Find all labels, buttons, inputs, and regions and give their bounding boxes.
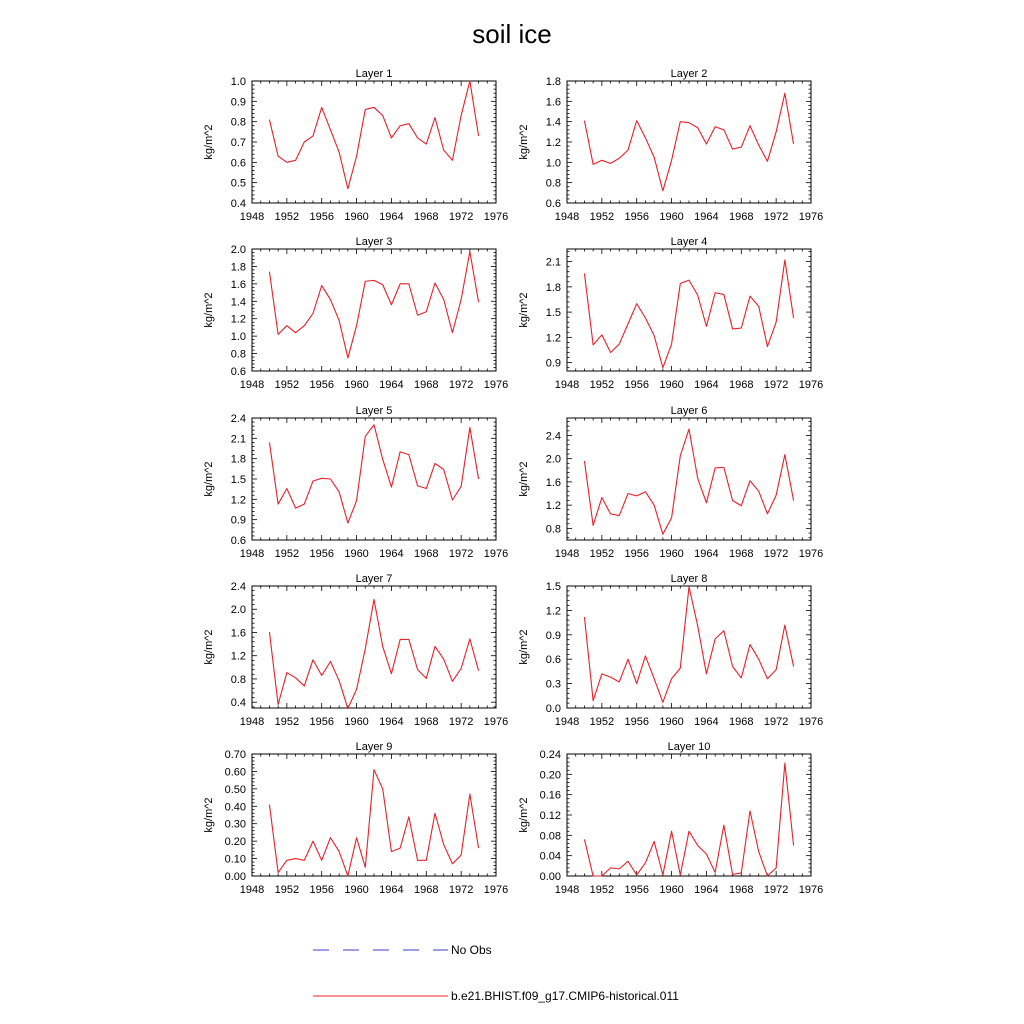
y-tick-label: 0.6 — [545, 198, 561, 210]
x-tick-label: 1972 — [448, 379, 474, 391]
x-tick-label: 1948 — [239, 211, 265, 223]
x-tick-label: 1952 — [274, 379, 300, 391]
panel-layer-1 — [203, 68, 508, 223]
y-tick-label: 1.8 — [230, 261, 246, 274]
x-tick-label: 1952 — [274, 548, 300, 560]
y-tick-label: 0.9 — [230, 514, 246, 527]
y-tick-label: 2.1 — [545, 256, 561, 269]
panel-layer-6 — [518, 405, 823, 560]
series-line — [584, 93, 793, 191]
x-tick-label: 1976 — [483, 379, 509, 391]
x-tick-label: 1960 — [344, 884, 369, 896]
y-tick-label: 0.20 — [224, 836, 246, 849]
y-tick-label: 2.0 — [230, 244, 246, 256]
panel-layer-10 — [518, 741, 823, 896]
y-tick-label: 1.0 — [230, 76, 246, 88]
x-tick-label: 1968 — [729, 548, 754, 560]
y-axis-label: kg/m^2 — [203, 124, 215, 160]
y-tick-label: 1.2 — [545, 605, 561, 618]
y-tick-label: 0.04 — [539, 850, 561, 863]
y-tick-label: 0.6 — [230, 366, 246, 378]
x-tick-label: 1960 — [659, 884, 684, 896]
panel-title: Layer 9 — [355, 741, 393, 753]
y-tick-label: 0.9 — [545, 357, 561, 370]
x-tick-label: 1948 — [554, 716, 580, 728]
x-tick-label: 1964 — [379, 379, 404, 391]
y-tick-label: 1.6 — [230, 627, 246, 640]
x-tick-label: 1948 — [554, 379, 580, 391]
plot-frame — [567, 418, 811, 540]
x-tick-label: 1964 — [694, 716, 719, 728]
y-tick-label: 1.5 — [230, 474, 246, 486]
y-tick-label: 1.2 — [545, 137, 561, 149]
panel-layer-5 — [203, 405, 508, 560]
x-tick-label: 1960 — [659, 716, 684, 728]
y-axis-label: kg/m^2 — [518, 461, 530, 497]
legend-label-no-obs: No Obs — [451, 943, 492, 957]
y-tick-label: 0.00 — [539, 871, 561, 883]
x-tick-label: 1948 — [239, 548, 265, 560]
x-tick-label: 1976 — [483, 211, 509, 223]
y-tick-label: 0.6 — [230, 157, 246, 170]
panel-title: Layer 5 — [355, 405, 393, 417]
panel-title: Layer 8 — [670, 573, 708, 585]
series-line — [269, 252, 478, 358]
legend — [313, 943, 679, 1003]
x-tick-label: 1956 — [624, 379, 649, 391]
y-tick-label: 0.8 — [230, 673, 246, 686]
y-tick-label: 1.6 — [545, 476, 561, 489]
y-tick-label: 0.30 — [224, 818, 246, 831]
x-tick-label: 1956 — [624, 548, 649, 560]
x-tick-label: 1976 — [798, 379, 824, 391]
x-tick-label: 1960 — [659, 211, 684, 223]
y-tick-label: 0.12 — [539, 810, 561, 822]
y-tick-label: 1.2 — [230, 313, 246, 326]
y-tick-label: 0.50 — [224, 783, 246, 796]
series-line — [584, 260, 793, 368]
x-tick-label: 1948 — [239, 884, 265, 896]
x-tick-label: 1952 — [589, 211, 615, 223]
y-axis-label: kg/m^2 — [203, 292, 215, 328]
x-tick-label: 1968 — [414, 884, 439, 896]
plot-frame — [252, 586, 496, 708]
x-tick-label: 1964 — [694, 379, 719, 391]
x-tick-label: 1948 — [239, 379, 265, 391]
y-axis-label: kg/m^2 — [203, 461, 215, 497]
x-tick-label: 1972 — [448, 884, 474, 896]
y-tick-label: 0.10 — [224, 853, 246, 866]
panel-layer-3 — [203, 236, 508, 391]
panel-title: Layer 10 — [667, 741, 711, 753]
y-tick-label: 0.3 — [545, 678, 561, 691]
y-tick-label: 0.0 — [545, 703, 561, 715]
x-tick-label: 1948 — [554, 211, 580, 223]
y-tick-label: 0.00 — [224, 871, 246, 883]
y-tick-label: 2.4 — [545, 430, 561, 443]
x-tick-label: 1956 — [309, 716, 334, 728]
x-tick-label: 1964 — [379, 884, 404, 896]
y-tick-label: 1.4 — [545, 116, 561, 129]
x-tick-label: 1968 — [729, 884, 754, 896]
y-tick-label: 0.8 — [545, 177, 561, 190]
x-tick-label: 1968 — [414, 379, 439, 391]
y-tick-label: 1.0 — [230, 331, 246, 344]
x-tick-label: 1952 — [589, 716, 615, 728]
y-tick-label: 0.7 — [230, 137, 246, 149]
y-tick-label: 1.8 — [545, 76, 561, 88]
y-tick-label: 2.4 — [230, 581, 246, 593]
series-line — [269, 425, 478, 523]
series-line — [269, 599, 478, 708]
x-tick-label: 1960 — [659, 548, 684, 560]
y-tick-label: 1.2 — [545, 332, 561, 345]
plot-frame — [567, 586, 811, 708]
y-tick-label: 0.9 — [545, 629, 561, 642]
figure-title: soil ice — [472, 19, 552, 49]
y-axis-label: kg/m^2 — [518, 629, 530, 665]
x-tick-label: 1972 — [448, 548, 474, 560]
x-tick-label: 1976 — [483, 716, 509, 728]
y-tick-label: 1.2 — [230, 494, 246, 507]
x-tick-label: 1968 — [729, 211, 754, 223]
x-tick-label: 1968 — [414, 716, 439, 728]
x-tick-label: 1972 — [763, 211, 789, 223]
y-tick-label: 0.9 — [230, 96, 246, 109]
series-line — [584, 429, 793, 534]
y-tick-label: 0.20 — [539, 769, 561, 782]
y-tick-label: 1.6 — [230, 278, 246, 291]
y-tick-label: 0.16 — [539, 789, 561, 802]
y-tick-label: 1.5 — [545, 581, 561, 593]
y-tick-label: 2.0 — [230, 604, 246, 617]
y-tick-label: 1.6 — [545, 96, 561, 109]
x-tick-label: 1968 — [729, 716, 754, 728]
y-tick-label: 0.70 — [224, 749, 246, 761]
panel-layer-7 — [203, 573, 508, 728]
y-tick-label: 0.5 — [230, 177, 246, 190]
y-tick-label: 0.6 — [545, 654, 561, 667]
x-tick-label: 1968 — [729, 379, 754, 391]
x-tick-label: 1976 — [483, 884, 509, 896]
plot-frame — [567, 81, 811, 203]
series-line — [584, 587, 793, 703]
x-tick-label: 1952 — [274, 211, 300, 223]
x-tick-label: 1976 — [798, 884, 824, 896]
plot-frame — [252, 418, 496, 540]
y-tick-label: 1.4 — [230, 296, 246, 309]
x-tick-label: 1960 — [344, 716, 369, 728]
panel-title: Layer 3 — [355, 236, 393, 248]
panel-layer-2 — [518, 68, 823, 223]
x-tick-label: 1956 — [624, 884, 649, 896]
x-tick-label: 1976 — [798, 548, 824, 560]
panel-layer-8 — [518, 573, 823, 728]
panel-title: Layer 4 — [670, 236, 708, 248]
x-tick-label: 1972 — [448, 716, 474, 728]
y-axis-label: kg/m^2 — [518, 797, 530, 833]
y-tick-label: 1.8 — [545, 281, 561, 294]
x-tick-label: 1964 — [379, 716, 404, 728]
panel-layer-4 — [518, 236, 823, 391]
y-tick-label: 0.08 — [539, 830, 561, 843]
x-tick-label: 1948 — [554, 884, 580, 896]
x-tick-label: 1972 — [763, 716, 789, 728]
x-tick-label: 1968 — [414, 548, 439, 560]
y-tick-label: 0.4 — [230, 697, 246, 710]
y-tick-label: 2.4 — [230, 413, 246, 425]
x-tick-label: 1956 — [309, 548, 334, 560]
y-tick-label: 1.2 — [230, 650, 246, 663]
x-tick-label: 1952 — [589, 548, 615, 560]
x-tick-label: 1964 — [379, 548, 404, 560]
y-tick-label: 0.8 — [230, 116, 246, 129]
x-tick-label: 1964 — [379, 211, 404, 223]
y-axis-label: kg/m^2 — [203, 629, 215, 665]
x-tick-label: 1956 — [624, 211, 649, 223]
x-tick-label: 1964 — [694, 884, 719, 896]
x-tick-label: 1968 — [414, 211, 439, 223]
y-tick-label: 0.24 — [539, 749, 561, 761]
x-tick-label: 1960 — [344, 548, 369, 560]
x-tick-label: 1948 — [239, 716, 265, 728]
plot-frame — [252, 249, 496, 371]
plot-frame — [252, 81, 496, 203]
panel-title: Layer 7 — [355, 573, 393, 585]
y-tick-label: 1.0 — [545, 157, 561, 170]
x-tick-label: 1972 — [763, 884, 789, 896]
x-tick-label: 1976 — [483, 548, 509, 560]
x-tick-label: 1976 — [798, 211, 824, 223]
x-tick-label: 1956 — [624, 716, 649, 728]
y-tick-label: 2.1 — [230, 433, 246, 446]
plot-frame — [567, 249, 811, 371]
panels-group — [203, 68, 823, 896]
x-tick-label: 1952 — [589, 884, 615, 896]
x-tick-label: 1964 — [694, 211, 719, 223]
y-axis-label: kg/m^2 — [203, 797, 215, 833]
x-tick-label: 1976 — [798, 716, 824, 728]
x-tick-label: 1960 — [344, 211, 369, 223]
y-tick-label: 1.8 — [230, 453, 246, 466]
x-tick-label: 1952 — [274, 884, 300, 896]
y-tick-label: 0.6 — [230, 535, 246, 547]
y-axis-label: kg/m^2 — [518, 292, 530, 328]
x-tick-label: 1960 — [659, 379, 684, 391]
y-tick-label: 0.8 — [545, 523, 561, 536]
x-tick-label: 1952 — [589, 379, 615, 391]
legend-label-model: b.e21.BHIST.f09_g17.CMIP6-historical.011 — [451, 989, 679, 1003]
x-tick-label: 1964 — [694, 548, 719, 560]
panel-title: Layer 1 — [355, 68, 393, 80]
x-tick-label: 1972 — [448, 211, 474, 223]
panel-title: Layer 2 — [670, 68, 708, 80]
panel-layer-9 — [203, 741, 508, 896]
x-tick-label: 1952 — [274, 716, 300, 728]
y-tick-label: 1.5 — [545, 307, 561, 320]
x-tick-label: 1972 — [763, 548, 789, 560]
y-tick-label: 0.8 — [230, 348, 246, 361]
y-axis-label: kg/m^2 — [518, 124, 530, 160]
x-tick-label: 1948 — [554, 548, 580, 560]
plot-frame — [567, 754, 811, 876]
series-line — [584, 763, 793, 876]
x-tick-label: 1956 — [309, 379, 334, 391]
series-line — [269, 770, 478, 876]
y-tick-label: 2.0 — [545, 453, 561, 466]
y-tick-label: 0.40 — [224, 801, 246, 814]
y-tick-label: 1.2 — [545, 500, 561, 513]
panel-title: Layer 6 — [670, 405, 708, 417]
y-tick-label: 0.60 — [224, 766, 246, 779]
series-line — [269, 81, 478, 189]
x-tick-label: 1956 — [309, 884, 334, 896]
x-tick-label: 1960 — [344, 379, 369, 391]
x-tick-label: 1956 — [309, 211, 334, 223]
y-tick-label: 0.4 — [230, 198, 246, 210]
x-tick-label: 1972 — [763, 379, 789, 391]
